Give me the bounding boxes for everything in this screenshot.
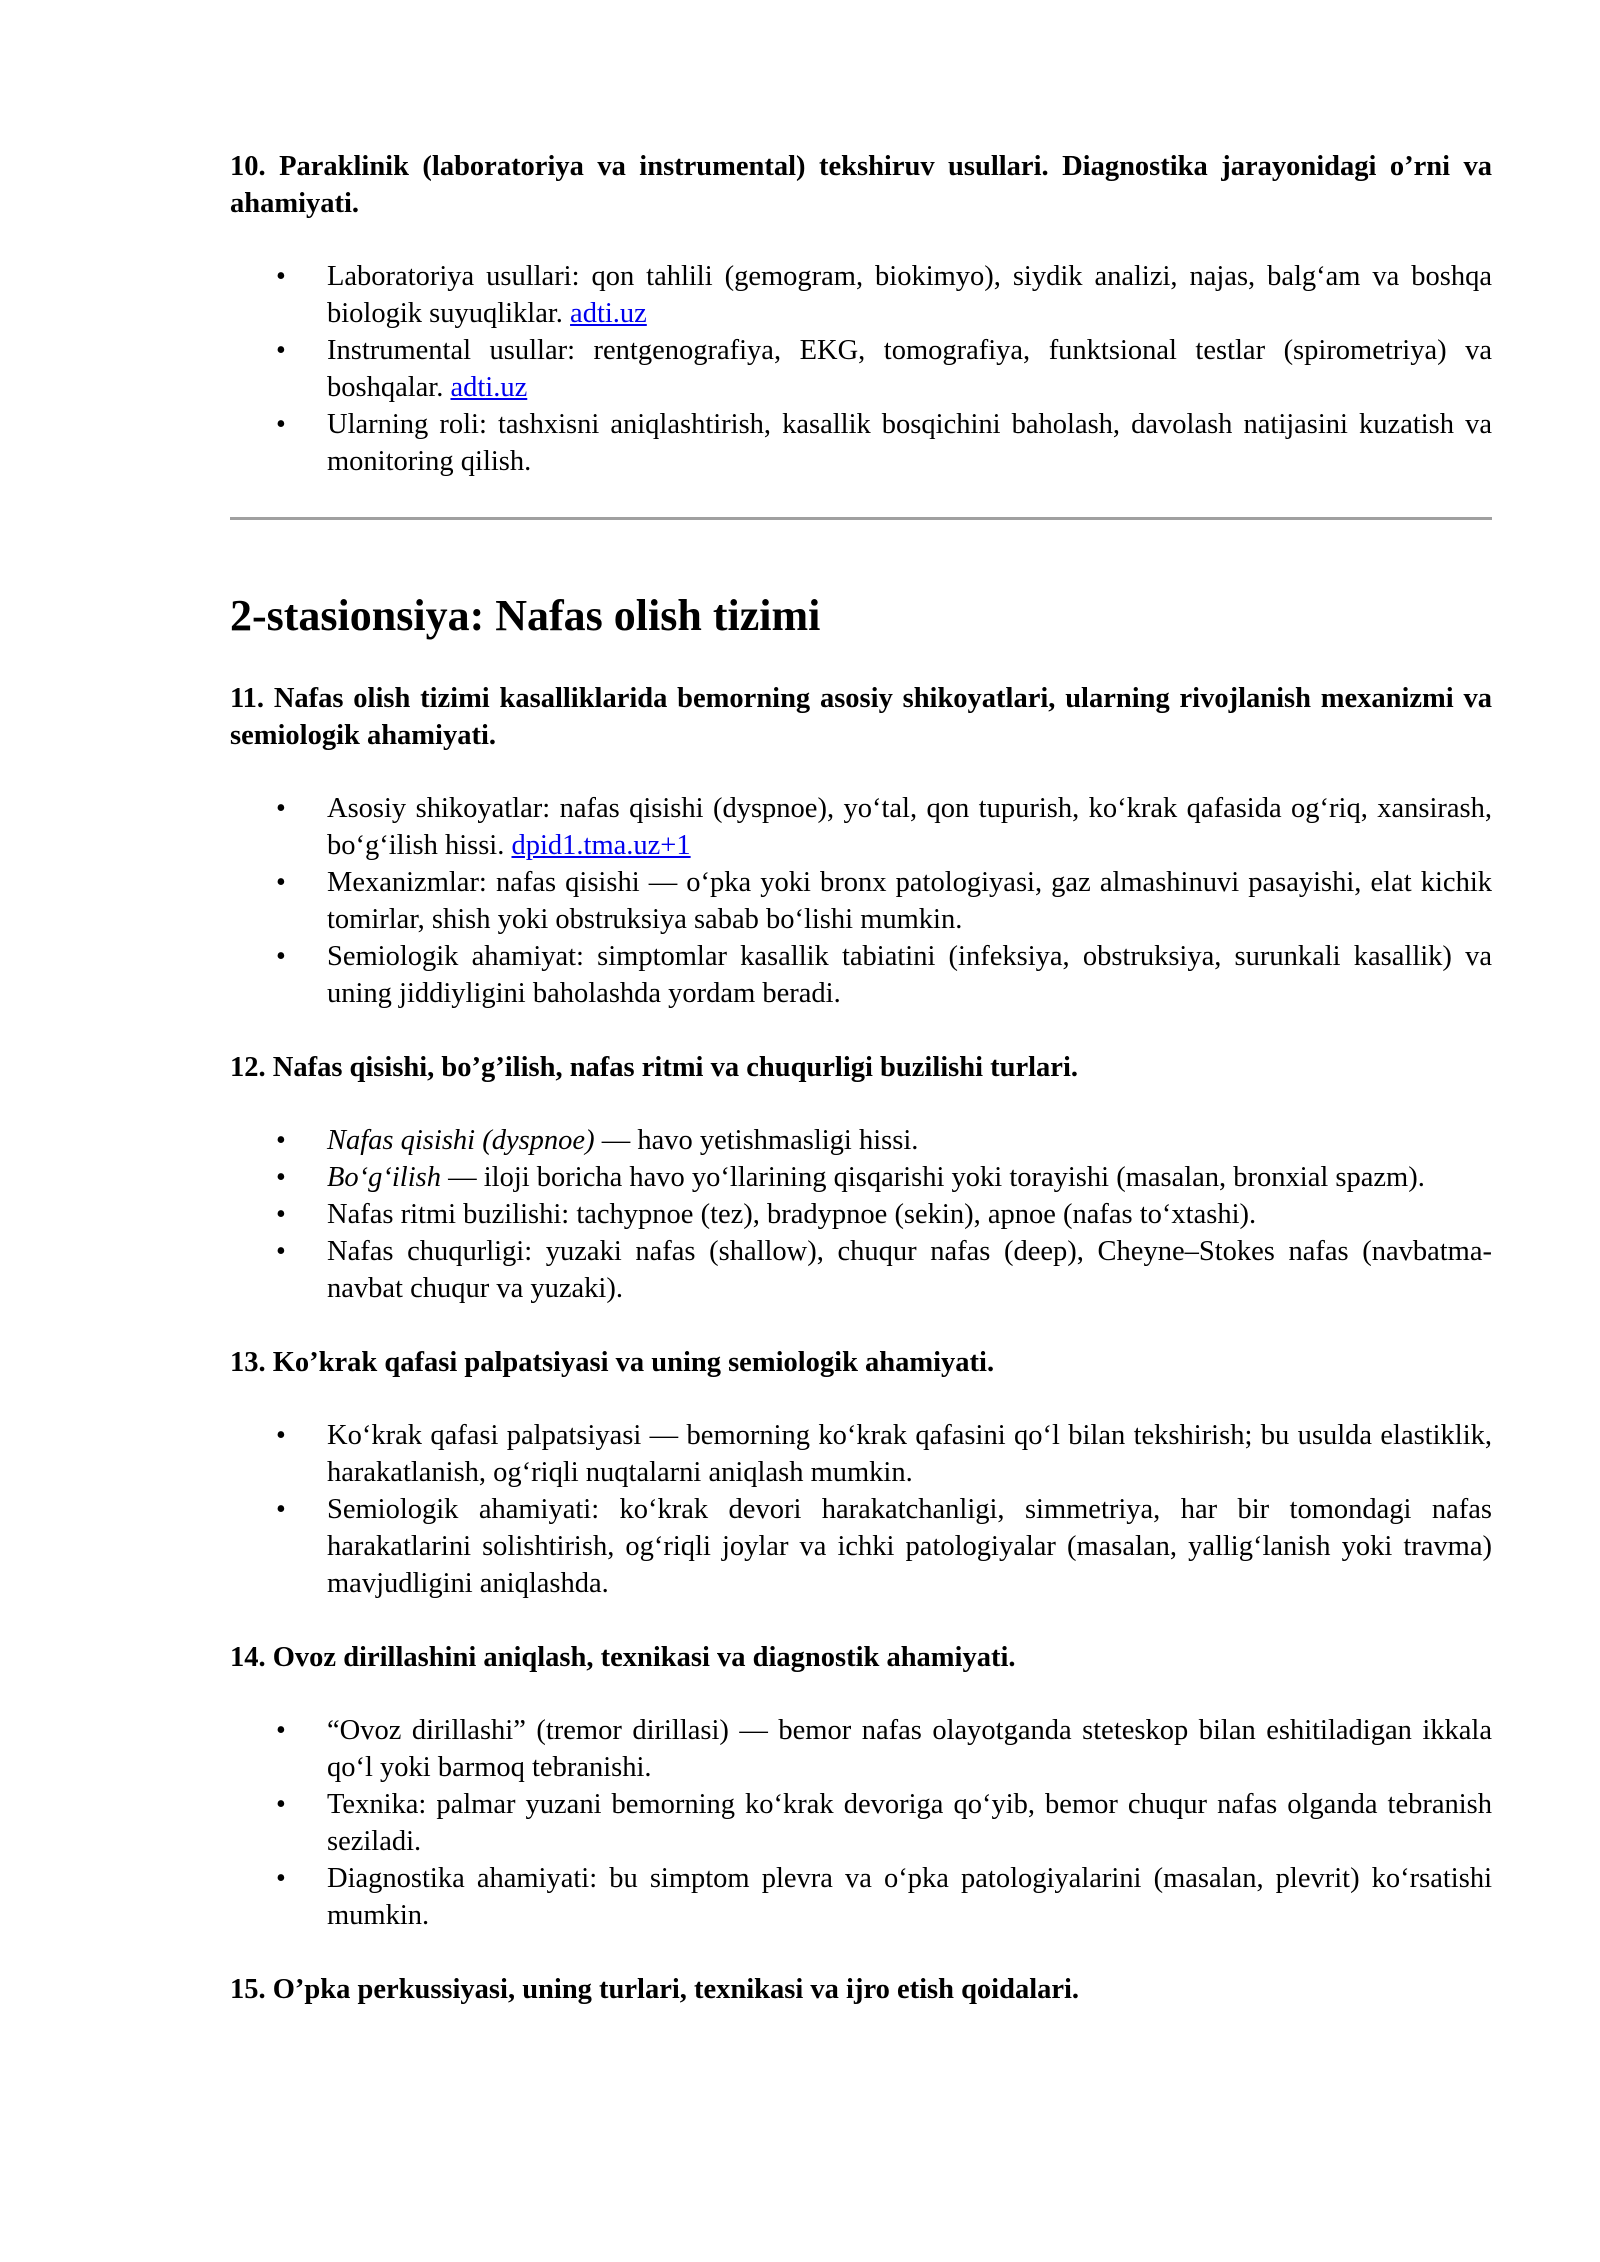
list-item: • Ko‘krak qafasi palpatsiyasi — bemorning ko‘krak qafasini qo‘l bilan tekshirish; bu usulda elastiklik, harakatlanish, og‘riqli nuqtalarni aniqlash mumkin. bbox=[327, 1417, 1492, 1491]
term: Nafas qisishi (dyspnoe) bbox=[327, 1125, 595, 1156]
source-link[interactable]: dpid1.tma.uz+1 bbox=[511, 830, 691, 861]
source-link[interactable]: adti.uz bbox=[450, 372, 528, 403]
list-item: • “Ovoz dirillashi” (tremor dirillasi) — bemor nafas olayotganda steteskop bilan eshitiladigan ikkala qo‘l yoki barmoq tebranishi. bbox=[327, 1712, 1492, 1786]
source-link[interactable]: adti.uz bbox=[570, 298, 647, 329]
list-item: • Instrumental usullar: rentgenografiya, EKG, tomografiya, funktsional testlar (spirometriya) va boshqalar. adti.uz bbox=[327, 332, 1492, 406]
list-item: • Nafas chuqurligi: yuzaki nafas (shallow), chuqur nafas (deep), Cheyne–Stokes nafas (navbatma-navbat chuqur va yuzaki). bbox=[327, 1233, 1492, 1307]
question-10-list bbox=[230, 258, 1492, 480]
list-item: • Laboratoriya usullari: qon tahlili (gemogram, biokimyo), siydik analizi, najas, balg‘am va boshqa biologik suyuqliklar. adti.uz bbox=[327, 258, 1492, 332]
question-10-heading: 10. Paraklinik (laboratoriya va instrumental) tekshiruv usullari. Diagnostika jarayonidagi o’rni va ahamiyati. bbox=[230, 151, 1492, 219]
question-11-list bbox=[230, 790, 1492, 1012]
question-14-heading: 14. Ovoz dirillashini aniqlash, texnikasi va diagnostik ahamiyati. bbox=[230, 1642, 1016, 1673]
question-11-heading: 11. Nafas olish tizimi kasalliklarida bemorning asosiy shikoyatlari, ularning rivojlanish mexanizmi va semiologik ahamiyati. bbox=[230, 683, 1492, 751]
list-item: • Nafas qisishi (dyspnoe) — havo yetishmasligi hissi. bbox=[327, 1122, 1492, 1159]
list-item: • Semiologik ahamiyat: simptomlar kasallik tabiatini (infeksiya, obstruksiya, surunkali kasallik) va uning jiddiyligini baholashda yordam beradi. bbox=[327, 938, 1492, 1012]
question-15-heading: 15. O’pka perkussiyasi, uning turlari, texnikasi va ijro etish qoidalari. bbox=[230, 1974, 1080, 2005]
list-item: • Diagnostika ahamiyati: bu simptom plevra va o‘pka patologiyalarini (masalan, plevrit) ko‘rsatishi mumkin. bbox=[327, 1860, 1492, 1934]
list-item: • Semiologik ahamiyati: ko‘krak devori harakatchanligi, simmetriya, har bir tomondagi nafas harakatlarini solishtirish, og‘riqli joylar va ichki patologiyalar (masalan, yallig‘lanish yoki travma) mavjudligini aniqlashda. bbox=[327, 1491, 1492, 1602]
question-12-list bbox=[230, 1122, 1492, 1307]
list-item: • Texnika: palmar yuzani bemorning ko‘krak devoriga qo‘yib, bemor chuqur nafas olganda tebranish seziladi. bbox=[327, 1786, 1492, 1860]
list-item: • Ularning roli: tashxisni aniqlashtirish, kasallik bosqichini baholash, davolash natijasini kuzatish va monitoring qilish. bbox=[327, 406, 1492, 480]
document-page bbox=[230, 148, 1492, 2044]
question-13-list bbox=[230, 1417, 1492, 1602]
list-item: • Nafas ritmi buzilishi: tachypnoe (tez), bradypnoe (sekin), apnoe (nafas to‘xtashi). bbox=[327, 1196, 1492, 1233]
horizontal-rule bbox=[230, 517, 1492, 520]
question-12-heading: 12. Nafas qisishi, bo’g’ilish, nafas ritmi va chuqurligi buzilishi turlari. bbox=[230, 1052, 1079, 1083]
list-item: • Bo‘g‘ilish — iloji boricha havo yo‘llarining qisqarishi yoki torayishi (masalan, bronxial spazm). bbox=[327, 1159, 1492, 1196]
list-item: • Asosiy shikoyatlar: nafas qisishi (dyspnoe), yo‘tal, qon tupurish, ko‘krak qafasida og‘riq, xansirash, bo‘g‘ilish hissi. dpid1.tma.uz+1 bbox=[327, 790, 1492, 864]
list-item: • Mexanizmlar: nafas qisishi — o‘pka yoki bronx patologiyasi, gaz almashinuvi pasayishi, elat kichik tomirlar, shish yoki obstruksiya sabab bo‘lishi mumkin. bbox=[327, 864, 1492, 938]
question-13-heading: 13. Ko’krak qafasi palpatsiyasi va uning semiologik ahamiyati. bbox=[230, 1347, 995, 1378]
section-title: 2-stasionsiya: Nafas olish tizimi bbox=[230, 591, 821, 640]
term: Bo‘g‘ilish bbox=[327, 1162, 441, 1193]
question-14-list bbox=[230, 1712, 1492, 1934]
